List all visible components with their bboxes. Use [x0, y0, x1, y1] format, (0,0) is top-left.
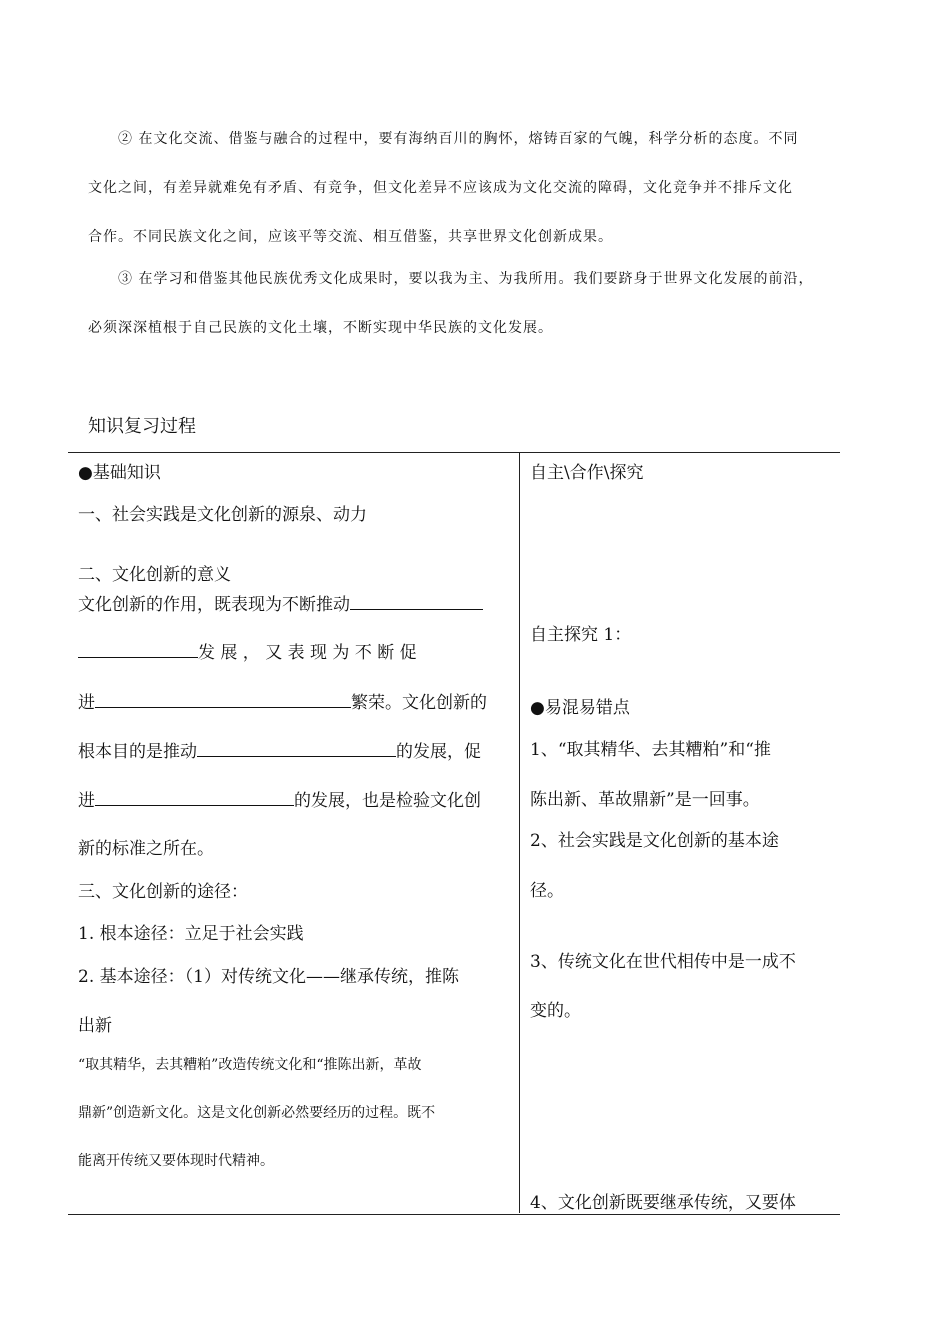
section-title: 知识复习过程 — [88, 416, 196, 437]
fill-blank[interactable] — [197, 739, 396, 757]
confusion-2a: 2、社会实践是文化创新的基本途 — [530, 831, 779, 851]
fill-text: 繁荣。文化创新的 — [351, 693, 487, 713]
fill-text: 的发展，也是检验文化创 — [294, 791, 481, 811]
fill-text: 发 展 ， 又 表 现 为 不 断 促 — [198, 643, 417, 663]
fill-blank[interactable] — [78, 640, 198, 658]
basic-knowledge-header: ●基础知识 — [78, 463, 161, 483]
fill-blank[interactable] — [95, 788, 294, 806]
fill-line-3 — [78, 688, 487, 713]
fill-text: 进 — [78, 693, 95, 713]
column-divider — [519, 452, 520, 1213]
self-explore-1: 自主探究 1： — [530, 625, 632, 645]
confusion-3a: 3、传统文化在世代相传中是一成不 — [530, 952, 796, 972]
knowledge-item-3: 三、文化创新的途径： — [78, 882, 248, 902]
explore-header: 自主\合作\探究 — [530, 463, 644, 483]
confusion-3b: 变的。 — [530, 1001, 581, 1021]
route-1: 1. 根本途径：立足于社会实践 — [78, 924, 304, 944]
fill-blank[interactable] — [350, 592, 483, 610]
note-line-3: 能离开传统又要体现时代精神。 — [78, 1153, 274, 1169]
intro-p3-line1: ③ 在学习和借鉴其他民族优秀文化成果时，要以我为主、为我所用。我们要跻身于世界文化发展的前沿， — [118, 271, 814, 287]
fill-text: 的发展，促 — [396, 742, 481, 762]
fill-line-1 — [78, 590, 483, 615]
knowledge-item-2: 二、文化创新的意义 — [78, 565, 231, 585]
fill-blank[interactable] — [95, 690, 351, 708]
confusion-4a: 4、文化创新既要继承传统，又要体 — [530, 1193, 796, 1213]
route-2: 2. 基本途径：（1）对传统文化——继承传统，推陈 — [78, 967, 459, 987]
note-line-2: 鼎新”创造新文化。这是文化创新必然要经历的过程。既不 — [78, 1105, 436, 1121]
fill-line-5 — [78, 786, 481, 811]
intro-p3-line2: 必须深深植根于自己民族的文化土壤，不断实现中华民族的文化发展。 — [88, 320, 553, 336]
confusion-header: ●易混易错点 — [530, 698, 630, 718]
intro-p2-line1: ② 在文化交流、借鉴与融合的过程中，要有海纳百川的胸怀，熔铸百家的气魄，科学分析的态度。不同 — [118, 131, 799, 147]
intro-p2-line3: 合作。不同民族文化之间，应该平等交流、相互借鉴，共享世界文化创新成果。 — [88, 229, 613, 245]
knowledge-item-1: 一、社会实践是文化创新的源泉、动力 — [78, 505, 367, 525]
fill-text: 根本目的是推动 — [78, 742, 197, 762]
fill-text: 进 — [78, 791, 95, 811]
intro-p2-line2: 文化之间，有差异就难免有矛盾、有竞争，但文化差异不应该成为文化交流的障碍，文化竞争并不排斥文化 — [88, 180, 793, 196]
fill-text: 文化创新的作用，既表现为不断推动 — [78, 595, 350, 615]
confusion-2b: 径。 — [530, 881, 564, 901]
route-2-cont: 出新 — [78, 1016, 112, 1036]
note-line-1: “取其精华，去其糟粕”改造传统文化和“推陈出新，革故 — [78, 1057, 422, 1073]
fill-line-4 — [78, 737, 481, 762]
confusion-1b: 陈出新、革故鼎新”是一回事。 — [530, 790, 760, 810]
fill-line-2 — [78, 638, 417, 663]
confusion-1a: 1、“取其精华、去其糟粕”和“推 — [530, 740, 771, 760]
fill-line-6: 新的标准之所在。 — [78, 839, 214, 859]
